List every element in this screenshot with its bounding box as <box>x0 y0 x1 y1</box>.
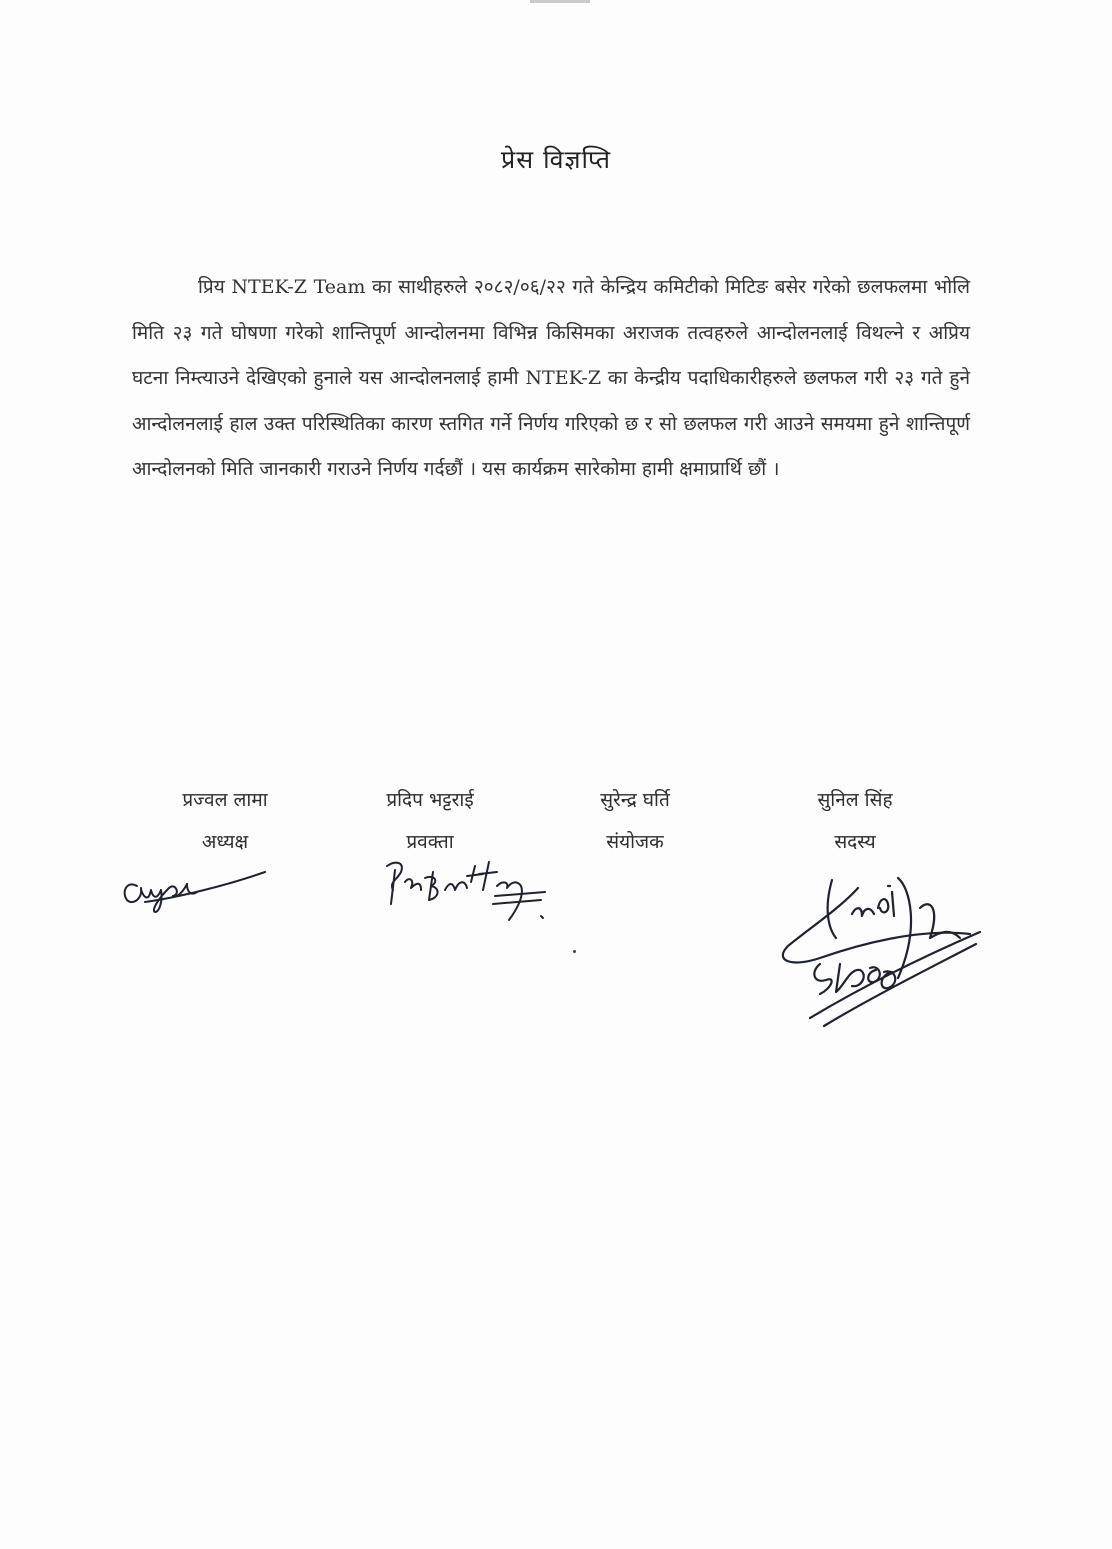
signatory-block-4 <box>785 786 925 854</box>
signatory-role: अध्यक्ष <box>201 831 249 853</box>
signatory-name: प्रदिप भट्टराई <box>386 789 474 811</box>
signatory-role: संयोजक <box>606 831 664 853</box>
signatory-name: प्रज्वल लामा <box>182 789 268 811</box>
document-body: प्रिय NTEK-Z Team का साथीहरुले २०८२/०६/२२ गते केन्द्रिय कमिटीको मिटिङ बसेर गरेको छलफलमा भोलि मिति २३ गते घोषणा गरेको शान्तिपूर्ण आन्दोलनमा विभिन्न किसिमका अराजक तत्वहरुले आन्दोलनलाई विथल्ने र अप्रिय घटना निम्त्याउने देखिएको हुनाले यस आन्दोलनलाई हामी NTEK-Z का केन्द्रीय पदाधिकारीहरुले छलफल गरी २३ गते हुने आन्दोलनलाई हाल उक्त परिस्थितिका कारण स्तगित गर्ने निर्णय गरिएको छ र सो छलफल गरी आउने समयमा हुने शान्तिपूर्ण आन्दोलनको मिति जानकारी गराउने निर्णय गर्दछौं । यस कार्यक्रम सारेकोमा हामी क्षमाप्रार्थि छौं । <box>132 276 970 480</box>
signatory-block-1 <box>155 786 295 854</box>
ink-speck <box>573 950 576 953</box>
signature-4-image <box>770 868 985 1038</box>
scan-edge-mark <box>530 0 590 3</box>
signatory-block-3 <box>565 786 705 854</box>
signatory-role: प्रवक्ता <box>406 831 454 853</box>
document-title: प्रेस विज्ञप्ति <box>501 145 611 174</box>
signatory-name: सुनिल सिंह <box>817 789 893 811</box>
signatory-block-2 <box>350 786 510 854</box>
signature-2-image <box>375 852 560 932</box>
signatory-name: सुरेन्द्र घर्ति <box>600 789 670 811</box>
signatory-role: सदस्य <box>834 831 876 853</box>
signature-1-image <box>115 858 275 918</box>
